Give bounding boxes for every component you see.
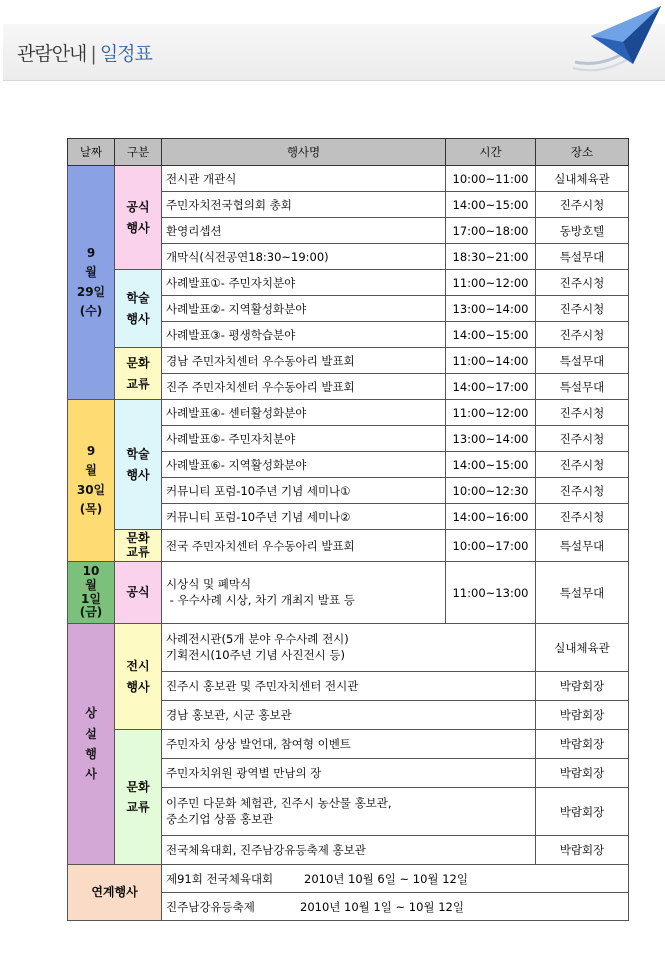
event-cell: 커뮤니티 포럼-10주년 기념 세미나① [162, 478, 446, 504]
place-cell: 동방호텔 [536, 218, 629, 244]
table-row [68, 400, 629, 426]
category-cell-culture: 문화 교류 [115, 530, 162, 562]
place-cell: 진주시청 [536, 400, 629, 426]
event-cell: 사례발표⑤- 주민자치분야 [162, 426, 446, 452]
time-cell: 14:00~15:00 [446, 192, 536, 218]
place-cell: 진주시청 [536, 192, 629, 218]
place-cell: 실내체육관 [536, 624, 629, 672]
title-main: 관람안내 [17, 43, 87, 65]
event-cell: 경남 홍보관, 시군 홍보관 [162, 701, 536, 730]
date-cell-sep29: 9 월 29일 (수) [68, 166, 115, 400]
category-cell-official: 공식 행사 [115, 166, 162, 270]
page-header [3, 24, 665, 81]
time-cell: 18:30~21:00 [446, 244, 536, 270]
time-cell: 14:00~15:00 [446, 452, 536, 478]
page-title [17, 39, 152, 66]
place-cell: 진주시청 [536, 452, 629, 478]
event-cell: 환영리셉션 [162, 218, 446, 244]
place-cell: 진주시청 [536, 296, 629, 322]
table-row [68, 270, 629, 296]
col-header-category: 구분 [115, 139, 162, 166]
linked-event-row [162, 865, 629, 893]
category-cell-academic: 학술 행사 [115, 270, 162, 348]
event-cell: 커뮤니티 포럼-10주년 기념 세미나② [162, 504, 446, 530]
time-cell: 11:00~12:00 [446, 400, 536, 426]
event-cell: 진주 주민자치센터 우수동아리 발표회 [162, 374, 446, 400]
linked-event-period: 2010년 10월 6일 ~ 10월 12일 [304, 871, 468, 886]
table-row [68, 348, 629, 374]
event-cell: 사례발표④- 센터활성화분야 [162, 400, 446, 426]
title-sub: 일정표 [99, 43, 152, 65]
place-cell: 특설무대 [536, 374, 629, 400]
schedule-table [67, 138, 629, 921]
place-cell: 박람회장 [536, 730, 629, 759]
place-cell: 진주시청 [536, 504, 629, 530]
time-cell: 11:00~13:00 [446, 562, 536, 624]
col-header-date: 날짜 [68, 139, 115, 166]
table-row [68, 166, 629, 192]
table-row [68, 730, 629, 759]
paper-plane-icon [571, 2, 663, 78]
place-cell: 진주시청 [536, 478, 629, 504]
event-cell: 사례발표①- 주민자치분야 [162, 270, 446, 296]
place-cell: 박람회장 [536, 836, 629, 865]
time-cell: 10:00~12:30 [446, 478, 536, 504]
time-cell: 11:00~12:00 [446, 270, 536, 296]
linked-events-cell: 연계행사 [68, 865, 162, 921]
time-cell: 17:00~18:00 [446, 218, 536, 244]
title-separator: | [90, 43, 96, 65]
category-cell-academic: 학술 행사 [115, 400, 162, 530]
time-cell: 13:00~14:00 [446, 426, 536, 452]
time-cell: 10:00~11:00 [446, 166, 536, 192]
event-cell: 주민자치전국협의회 총회 [162, 192, 446, 218]
table-row [68, 624, 629, 672]
standing-events-cell: 상 설 행 사 [68, 624, 115, 865]
col-header-place: 장소 [536, 139, 629, 166]
category-cell-official: 공식 [115, 562, 162, 624]
event-cell: 경남 주민자치센터 우수동아리 발표회 [162, 348, 446, 374]
time-cell: 11:00~14:00 [446, 348, 536, 374]
place-cell: 실내체육관 [536, 166, 629, 192]
event-cell: 주민자치 상상 발언대, 참여형 이벤트 [162, 730, 536, 759]
place-cell: 특설무대 [536, 562, 629, 624]
event-cell: 사례전시관(5개 분야 우수사례 전시) 기획전시(10주년 기념 사진전시 등) [162, 624, 536, 672]
place-cell: 박람회장 [536, 759, 629, 788]
event-cell: 전시관 개관식 [162, 166, 446, 192]
linked-event-name: 제91회 전국체육대회 [166, 871, 274, 886]
event-cell: 사례발표③- 평생학습분야 [162, 322, 446, 348]
event-cell: 전국 주민자치센터 우수동아리 발표회 [162, 530, 446, 562]
time-cell: 14:00~15:00 [446, 322, 536, 348]
table-row [68, 865, 629, 893]
place-cell: 박람회장 [536, 701, 629, 730]
event-cell: 사례발표⑥- 지역활성화분야 [162, 452, 446, 478]
col-header-time: 시간 [446, 139, 536, 166]
time-cell: 14:00~17:00 [446, 374, 536, 400]
category-cell-culture: 문화 교류 [115, 348, 162, 400]
date-cell-oct1: 10 월 1일 (금) [68, 562, 115, 624]
linked-event-period: 2010년 10월 1일 ~ 10월 12일 [300, 899, 464, 914]
place-cell: 특설무대 [536, 348, 629, 374]
place-cell: 진주시청 [536, 270, 629, 296]
table-row [68, 562, 629, 624]
place-cell: 특설무대 [536, 244, 629, 270]
place-cell: 진주시청 [536, 322, 629, 348]
linked-event-row [162, 893, 629, 921]
time-cell: 14:00~16:00 [446, 504, 536, 530]
event-cell: 진주시 홍보관 및 주민자치센터 전시관 [162, 672, 536, 701]
event-cell: 전국체육대회, 진주남강유등축제 홍보관 [162, 836, 536, 865]
linked-event-name: 진주남강유등축제 [166, 899, 255, 914]
place-cell: 진주시청 [536, 426, 629, 452]
time-cell: 13:00~14:00 [446, 296, 536, 322]
place-cell: 특설무대 [536, 530, 629, 562]
date-cell-sep30: 9 월 30일 (목) [68, 400, 115, 562]
event-cell: 이주민 다문화 체험관, 진주시 농산물 홍보관, 중소기업 상품 홍보관 [162, 788, 536, 836]
event-cell: 개막식(식전공연18:30~19:00) [162, 244, 446, 270]
event-cell: 주민자치위원 광역별 만남의 장 [162, 759, 536, 788]
place-cell: 박람회장 [536, 672, 629, 701]
col-header-event: 행사명 [162, 139, 446, 166]
time-cell: 10:00~17:00 [446, 530, 536, 562]
event-cell: 시상식 및 폐막식 - 우수사례 시상, 차기 개최지 발표 등 [162, 562, 446, 624]
event-cell: 사례발표②- 지역활성화분야 [162, 296, 446, 322]
category-cell-exhibition: 전시 행사 [115, 624, 162, 730]
category-cell-culture: 문화 교류 [115, 730, 162, 865]
place-cell: 박람회장 [536, 788, 629, 836]
table-row [68, 530, 629, 562]
